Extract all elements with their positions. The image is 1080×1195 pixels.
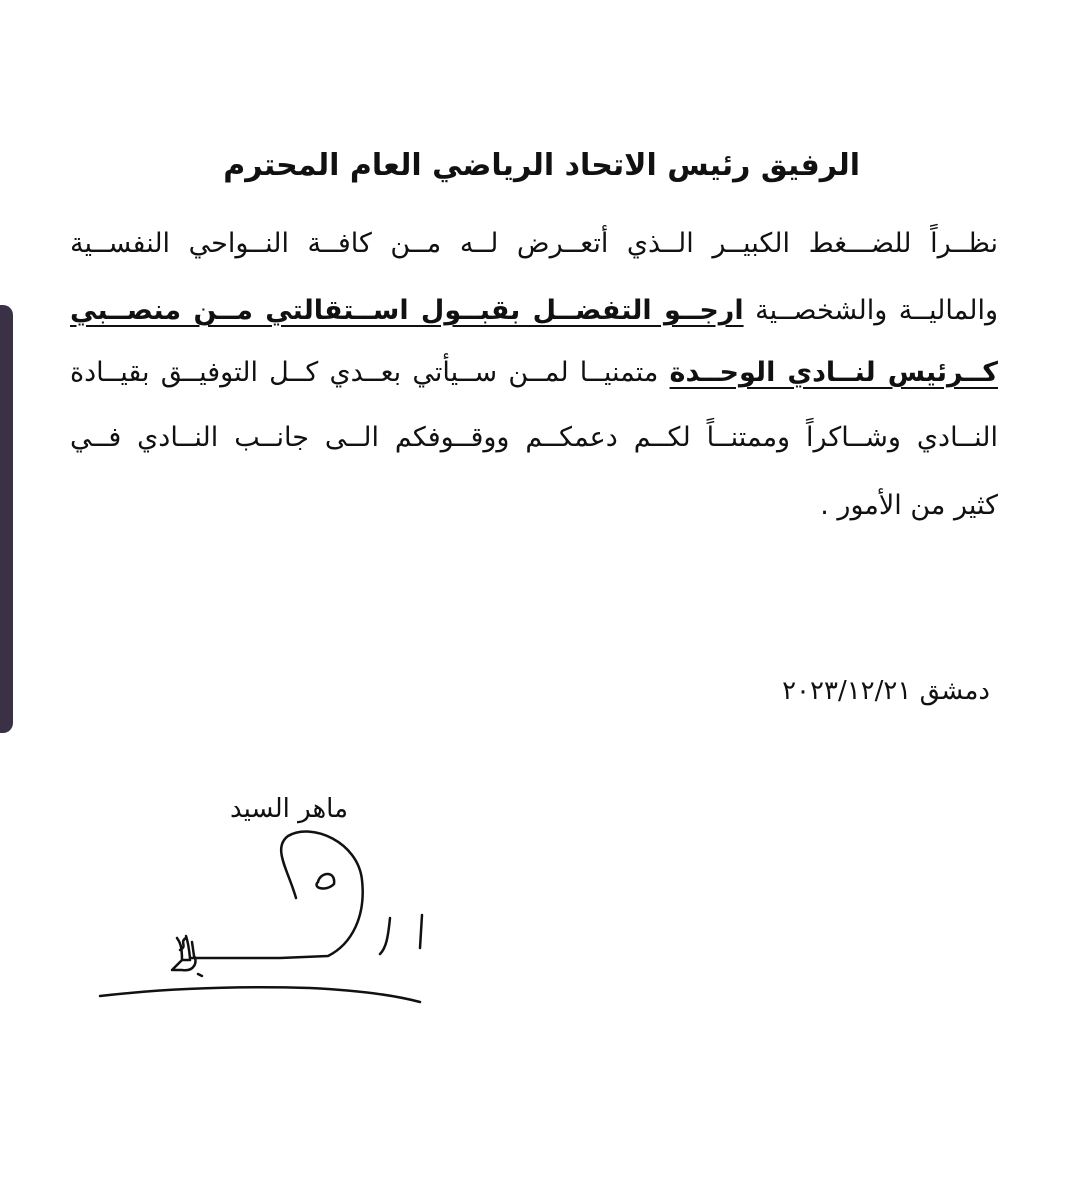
club-position-text: كــرئيس لنــادي الوحــدة: [669, 357, 998, 388]
letter-body-line-5: كثير من الأمور .: [820, 490, 998, 521]
letter-body-line-2: [70, 295, 998, 326]
letter-body-line-1: نظــراً للضـــغط الكبيــر الــذي أتعــرض لــه مــن كافــة النــواحي النفســية: [70, 228, 998, 259]
letter-body-line-3: [70, 357, 998, 388]
handwritten-signature: [90, 820, 440, 1010]
signer-name: ماهر السيد: [230, 794, 349, 824]
letter-body-text: والماليــة والشخصــية: [743, 295, 999, 326]
letter-salutation: الرفيق رئيس الاتحاد الرياضي العام المحترم: [223, 148, 860, 183]
letter-body-text: متمنيــا لمــن ســيأتي بعــدي كــل التوفيــق بقيــادة: [70, 357, 670, 388]
letter-body-line-4: النــادي وشــاكراً وممتنــاً لكــم دعمكــم ووقــوفكم الــى جانــب النــادي فــي: [70, 422, 998, 453]
resignation-request-text: ارجــو التفضــل بقبــول اســتقالتي مــن منصــبي: [70, 295, 744, 326]
letter-date: دمشق ٢٠٢٣/١٢/٢١: [782, 676, 990, 706]
